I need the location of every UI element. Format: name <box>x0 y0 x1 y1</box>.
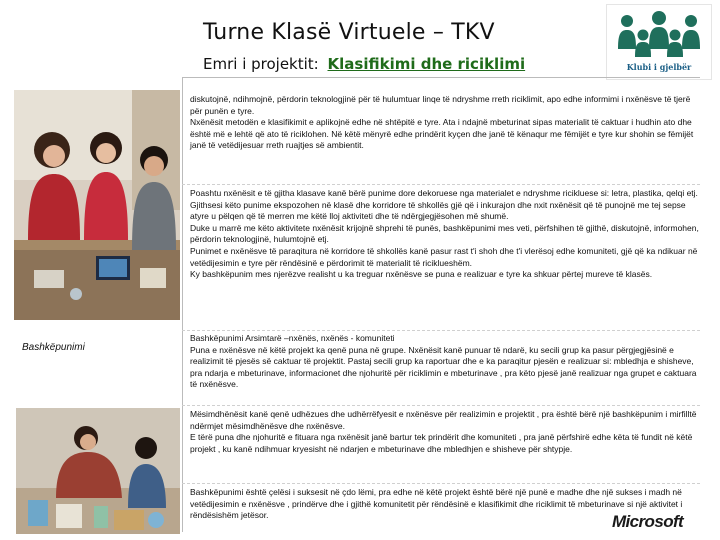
section-divider <box>182 330 700 331</box>
paragraph: Mësimdhënësit kanë qenë udhëzues dhe udhërrëfyesit e nxënësve për realizimin e projektit , pra është bërë një bashkëpunim i mirfilltë ndërmjet mësimdhënësve dhe nxënësve. E tërë puna dhe njohuritë e fituara nga nxënësit janë bartur tek prindërit dhe komuniteti , pra janë përfshirë edhe këta të fundit në këtë projekt , ku kanë ndihmuar kryesisht në ndarjen e mbeturinave dhe mbledhjen e shisheve për shtypje. <box>190 409 697 454</box>
paragraph: Bashkëpunimi është çelësi i suksesit në çdo lëmi, pra edhe në këtë projekt është bërë një punë e madhe dhe një sukses i madh në vetëdijesimin e nxënësve , prindërve dhe i gjithë komunitetit për rëndësinë e klasifikimit dhe riciklimit të mbeturinave si një aktivitet i rëndësishëm jetësor. <box>190 487 683 521</box>
column-divider <box>182 77 183 532</box>
header-divider <box>182 77 700 78</box>
club-logo <box>606 4 712 80</box>
paragraph: diskutojnë, ndihmojnë, përdorin teknologjinë për të hulumtuar linqe të ndryshme rreth riciklimit, apo edhe informimi i nxënësve të tjerë për punën e tyre. Nxënësit metodën e klasifikimit e aplikojnë edhe në shtëpitë e tyre. Ata i ndajnë mbeturinat sipas materialit të caktuar i hudhin ato dhe është më e lehtë që ato të riciklohen. Në këtë mënyrë edhe prindërit kyçen dhe janë të kënaqur me fëmijët e tyre kur shohin se fëmijët janë të vetëdijesuar rreth ruajtjes së ambientit. <box>190 94 694 151</box>
section-divider <box>182 184 700 185</box>
project-label: Emri i projektit: <box>203 55 319 73</box>
microsoft-logo: Microsoft <box>612 512 684 531</box>
project-name-line <box>203 55 525 73</box>
club-logo-text: Klubi i gjelbër <box>626 62 692 72</box>
classroom-photo <box>14 90 180 320</box>
page-title: Turne Klasë Virtuele – TKV <box>203 20 495 45</box>
section-label-collaboration: Bashkëpunimi <box>22 342 85 353</box>
recycling-photo <box>16 408 180 534</box>
project-name-link[interactable]: Klasifikimi dhe riciklimi <box>327 55 526 73</box>
section-divider <box>182 405 700 406</box>
section-divider <box>182 483 700 484</box>
paragraph: Bashkëpunimi Arsimtarë –nxënës, nxënës - komuniteti Puna e nxënësve në këtë projekt ka qenë puna në grupe. Nxënësit kanë punuar të ndarë, ku secili grup ka pasur përgjegjësinë e realizimit të pjesës së caktuar të projektit. Pastaj secili grup ka raportuar dhe e ka paraqitur pjesën e realizuar si: mbledhja e shisheve, pra ndarja e mbeturinave, informacionet dhe njohuritë për riciklimin e mbeturinave , pra këto pjesë janë realizuar nga grupet e caktuara të nxënësve. <box>190 333 697 390</box>
paragraph: Poashtu nxënësit e të gjitha klasave kanë bërë punime dore dekoruese nga materialet e ndryshme ricikluese si: letra, plastika, qelqi etj. Gjithsesi këto punime ekspozohen në klasë dhe korridore të shkollës gjë që i inkurajon dhe nxit nxënësit që të punojnë me tej sepse atyre u pëlqen që të merren me këtë lloj aktiviteti dhe të ndërgjegjësohen më shumë. Duke u marrë me këto aktivitete nxënësit krijojnë shprehi të punës, bashkëpunimi mes veti, përfshihen të gjithë, diskutojnë, informohen, përdorin teknologjinë, hulumtojnë etj. Punimet e nxënësve të paraqitura në korridore të shkollës kanë pasur rast t'i shoh dhe t'i vlerësoj edhe komuniteti, gjë që ka ndikuar në vetëdijesimin e tyre për rëndësinë e përdorimit të materialit të riciklueshëm. Ky bashkëpunim mes njerëzve realisht u ka treguar nxënësve se puna e realizuar e tyre ka shkuar përtej mureve të klasës. <box>190 188 699 280</box>
